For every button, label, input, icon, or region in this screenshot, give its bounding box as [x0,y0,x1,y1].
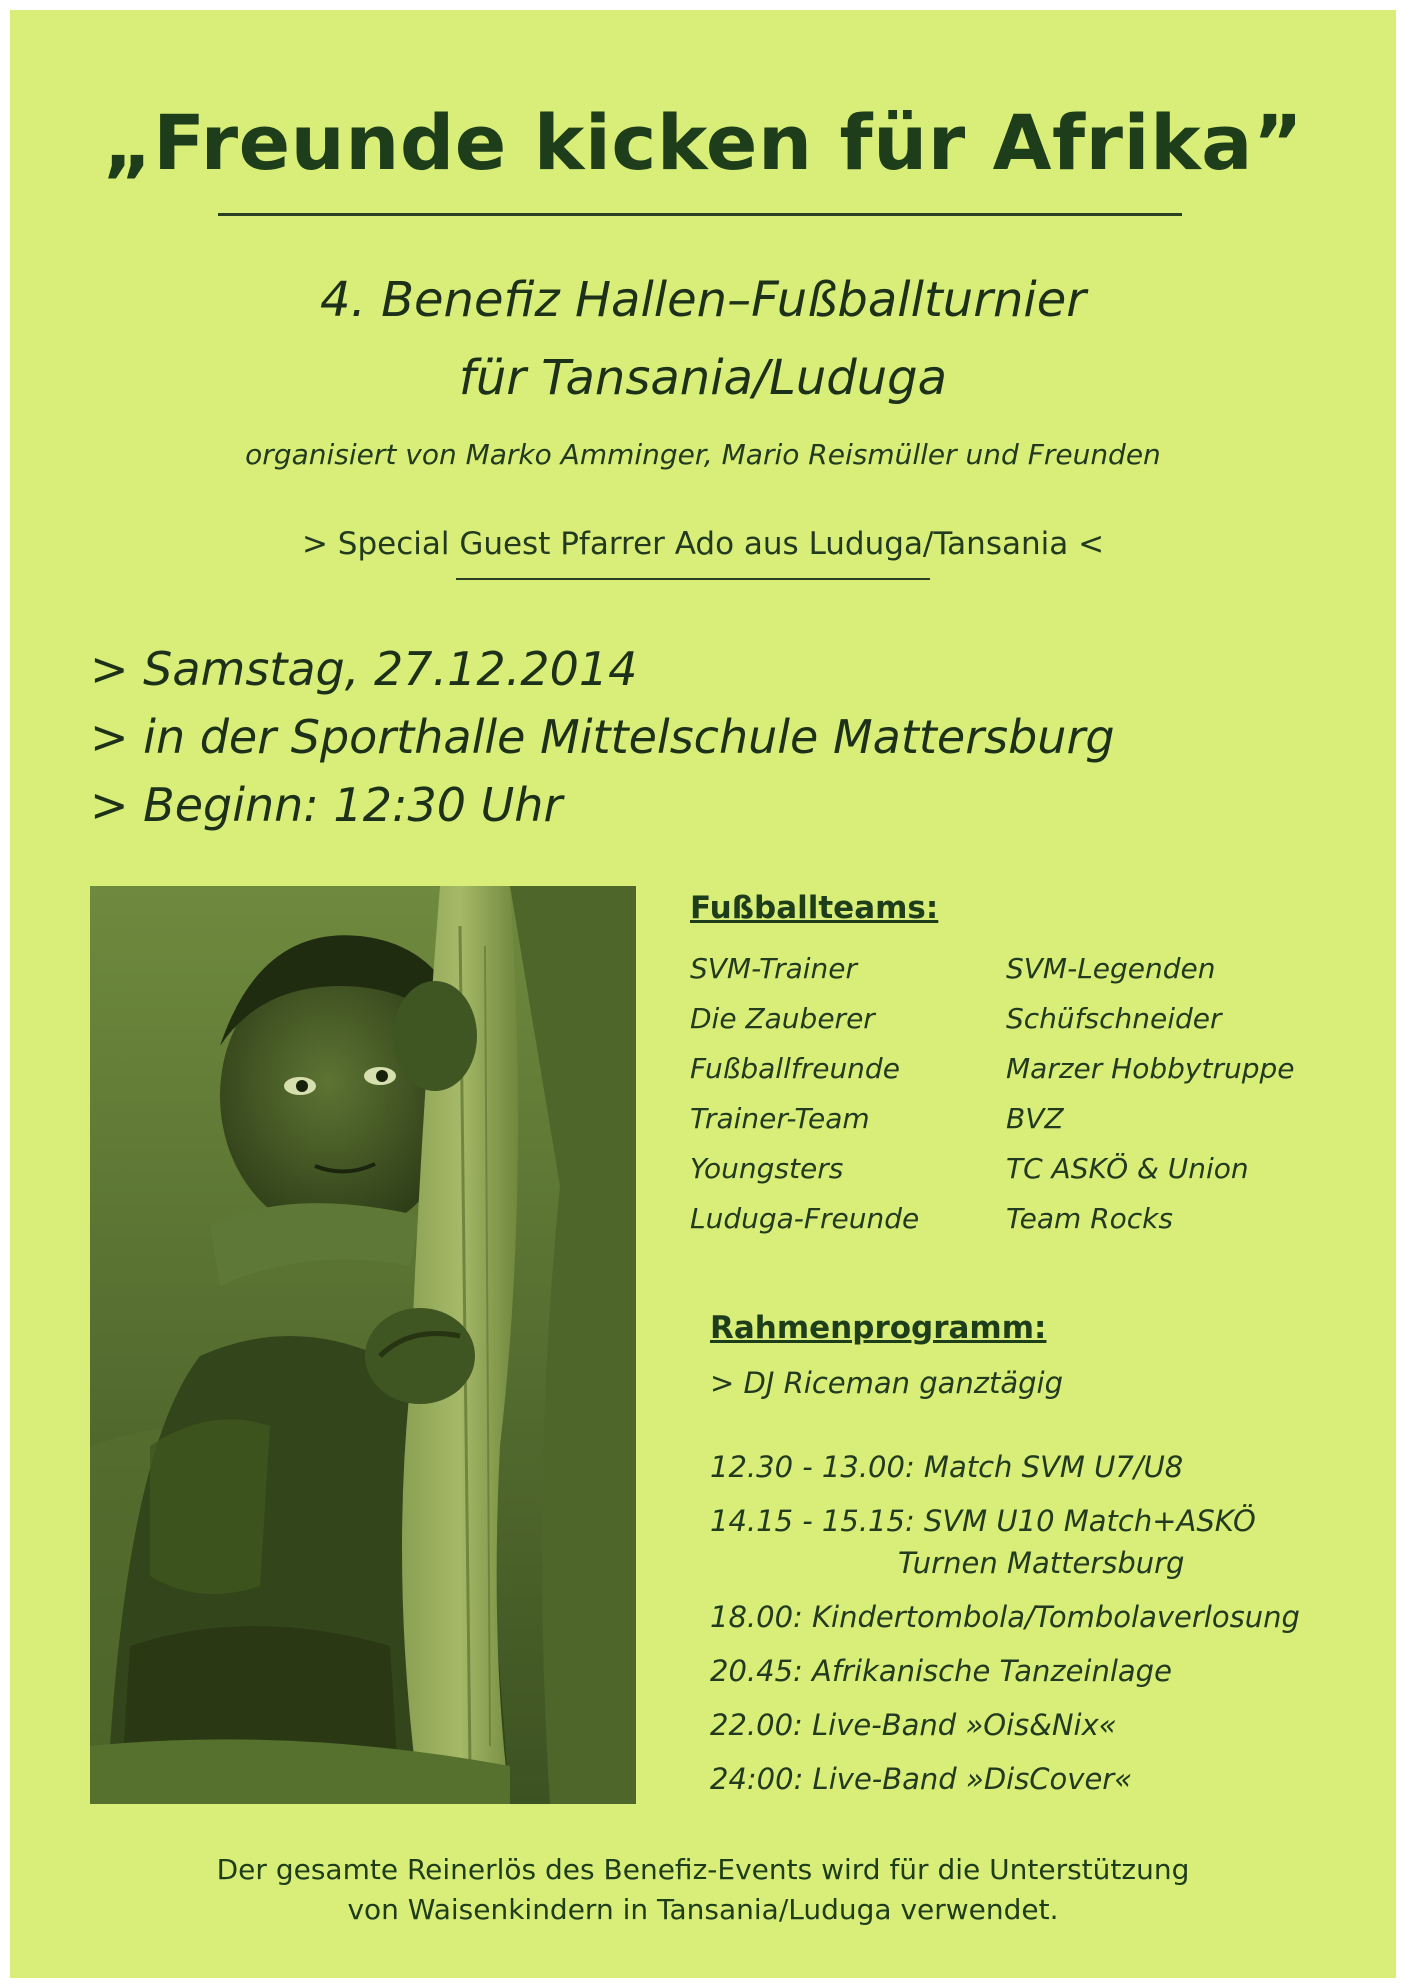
footer-note [10,1850,1396,1930]
event-start-time: > Beginn: 12:30 Uhr [90,778,563,832]
team-left-3: Fußballfreunde [690,1052,900,1085]
team-left-5: Youngsters [690,1152,844,1185]
team-right-2: Schüfschneider [1006,1002,1222,1035]
program-item: 24:00: Live-Band »DisCover« [710,1762,1133,1796]
program-item: 14.15 - 15.15: SVM U10 Match+ASKÖ [710,1504,1256,1538]
program-item: 20.45: Afrikanische Tanzeinlage [710,1654,1172,1688]
event-date: > Samstag, 27.12.2014 [90,642,638,696]
subtitle-line-1: 4. Benefiz Hallen–Fußballturnier [320,272,1086,328]
event-location: > in der Sporthalle Mittelschule Mattersburg [90,710,1115,764]
footer-line-2: von Waisenkindern in Tansania/Luduga verwendet. [347,1893,1059,1926]
program-heading: Rahmenprogramm: [710,1310,1047,1346]
teams-heading: Fußballteams: [690,890,939,926]
poster-sheet [10,10,1396,1978]
special-guest-text: > Special Guest Pfarrer Ado aus Luduga/Tansania < [301,526,1105,562]
title-divider [218,213,1182,216]
child-photo [90,886,636,1804]
poster-title: „Freunde kicken für Afrika” [102,98,1304,187]
team-left-4: Trainer-Team [690,1102,870,1135]
team-right-4: BVZ [1006,1102,1064,1135]
team-right-5: TC ASKÖ & Union [1006,1152,1249,1185]
program-item: 22.00: Live-Band »Ois&Nix« [710,1708,1117,1742]
team-left-1: SVM-Trainer [690,952,858,985]
footer-line-1: Der gesamte Reinerlös des Benefiz-Events wird für die Unterstützung [216,1853,1190,1886]
team-left-6: Luduga-Freunde [690,1202,920,1235]
organizer-text: organisiert von Marko Amminger, Mario Reismüller und Freunden [245,438,1161,471]
guest-divider [456,578,930,580]
program-item: 12.30 - 13.00: Match SVM U7/U8 [710,1450,1184,1484]
team-right-1: SVM-Legenden [1006,952,1216,985]
team-left-2: Die Zauberer [690,1002,875,1035]
program-item-continuation: Turnen Mattersburg [898,1546,1185,1580]
team-right-6: Team Rocks [1006,1202,1173,1235]
team-right-3: Marzer Hobbytruppe [1006,1052,1295,1085]
program-dj: > DJ Riceman ganztägig [710,1366,1064,1400]
program-item: 18.00: Kindertombola/Tombolaverlosung [710,1600,1300,1634]
subtitle-line-2: für Tansania/Luduga [458,350,948,406]
